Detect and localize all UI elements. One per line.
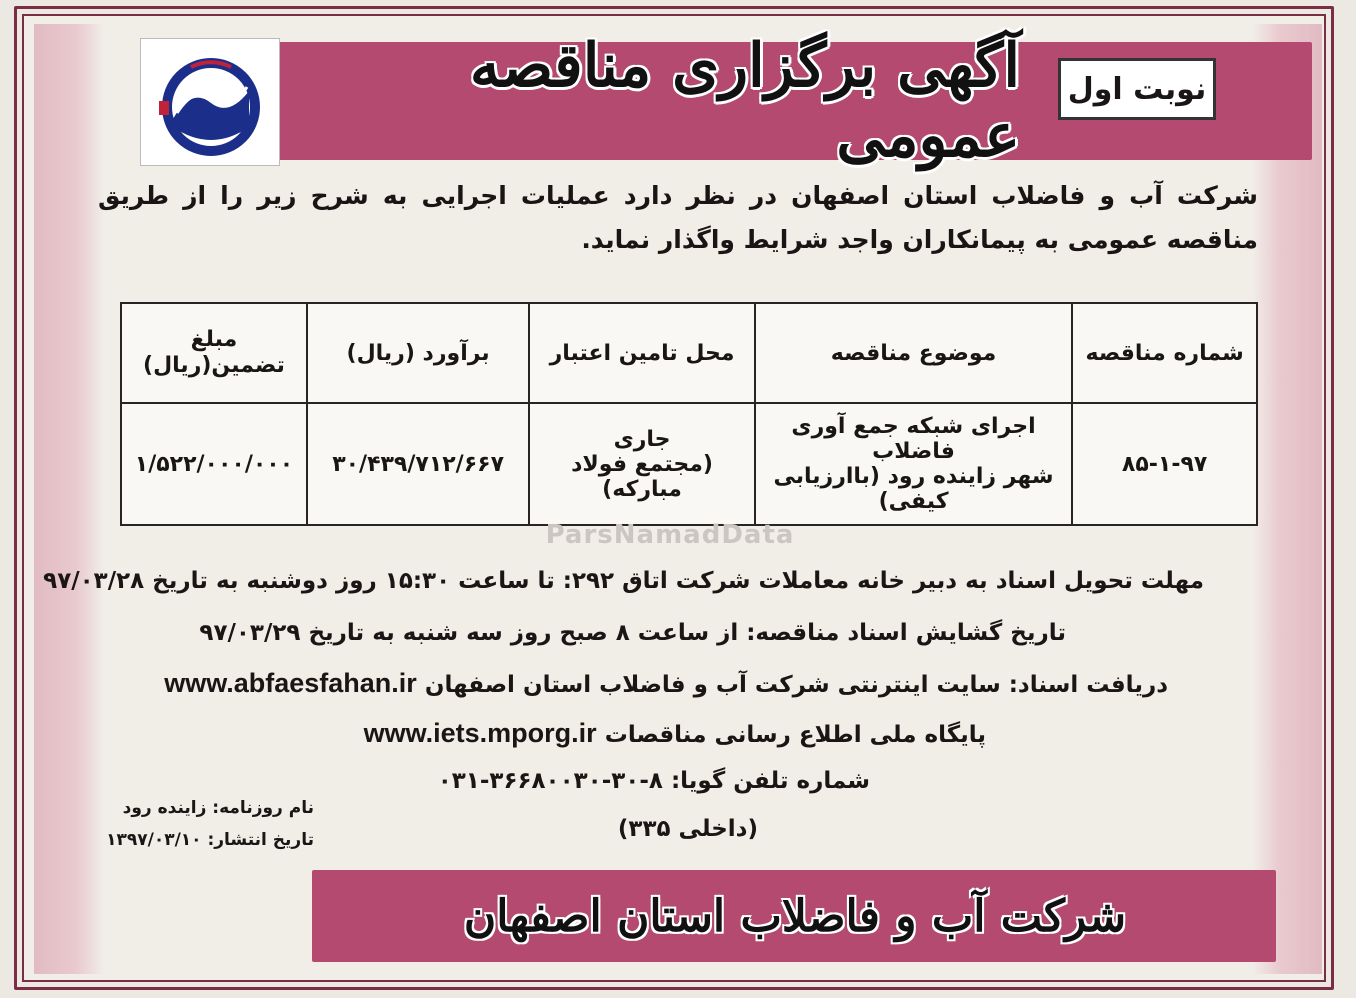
opening-line: تاریخ گشایش اسناد مناقصه: از ساعت ۸ صبح روز سه شنبه به تاریخ ۹۷/۰۳/۲۹ — [199, 620, 1066, 646]
cell-funding — [529, 403, 755, 525]
intro-paragraph: شرکت آب و فاضلاب استان اصفهان در نظر دارد عملیات اجرایی به شرح زیر را از طریق مناقصه عمومی به پیمانکاران واجد شرایط واگذار نماید. — [98, 181, 1258, 254]
cell-guarantee: ۱/۵۲۲/۰۰۰/۰۰۰ — [121, 403, 307, 525]
header-guarantee-line1: مبلغ — [190, 327, 238, 352]
docs-url-link[interactable]: www.abfaesfahan.ir — [164, 668, 417, 698]
header-number: شماره مناقصه — [1072, 303, 1257, 403]
header-subject: موضوع مناقصه — [755, 303, 1072, 403]
docs-label: دریافت اسناد: سایت اینترنتی شرکت آب و فاضلاب استان اصفهان — [424, 672, 1168, 698]
cell-funding-line2: (مجتمع فولاد مبارکه) — [571, 451, 713, 502]
table-header-row — [121, 303, 1257, 403]
newspaper-name: نام روزنامه: زاینده رود — [122, 798, 314, 818]
table-row — [121, 403, 1257, 525]
deadline-line: مهلت تحویل اسناد به دبیر خانه معاملات شرکت اتاق ۲۹۲: تا ساعت ۱۵:۳۰ روز دوشنبه به تاریخ ۹۷/۰۳/۲۸ — [43, 568, 1204, 594]
publish-date: تاریخ انتشار: ۱۳۹۷/۰۳/۱۰ — [106, 830, 314, 850]
footer-company-name: شرکت آب و فاضلاب استان اصفهان — [463, 890, 1127, 942]
right-decor-band — [1252, 24, 1322, 974]
water-drop-logo-icon — [151, 57, 271, 157]
tender-table — [120, 302, 1258, 526]
portal-label: پایگاه ملی اطلاع رسانی مناقصات — [604, 722, 986, 748]
cell-subject-line1: اجرای شبکه جمع آوری فاضلاب — [791, 414, 1036, 464]
page-title: آگهی برگزاری مناقصه عمومی — [469, 31, 1020, 171]
left-decor-band — [34, 24, 104, 974]
cell-subject — [755, 403, 1072, 525]
header-guarantee-line2: تضمین(ریال) — [143, 353, 285, 378]
company-logo — [140, 38, 280, 166]
header-estimate: برآورد (ریال) — [307, 303, 529, 403]
portal-url-link[interactable]: www.iets.mporg.ir — [363, 718, 597, 748]
cell-estimate: ۳۰/۴۳۹/۷۱۲/۶۶۷ — [307, 403, 529, 525]
header-funding: محل تامین اعتبار — [529, 303, 755, 403]
round-badge: نوبت اول — [1058, 58, 1216, 120]
cell-funding-line1: جاری — [613, 426, 671, 452]
watermark: ParsNamadData — [545, 520, 795, 550]
cell-subject-line2: شهر زاینده رود (باارزیابی کیفی) — [773, 464, 1054, 514]
cell-number: ۸۵-۱-۹۷ — [1072, 403, 1257, 525]
header-guarantee — [121, 303, 307, 403]
portal-line — [364, 718, 986, 749]
phone-line: شماره تلفن گویا: ۸-۳۰-۳۶۶۸۰۰۳۰-۰۳۱ — [437, 768, 870, 794]
docs-line — [164, 668, 1168, 699]
extension-line: (داخلی ۳۳۵) — [617, 816, 758, 842]
